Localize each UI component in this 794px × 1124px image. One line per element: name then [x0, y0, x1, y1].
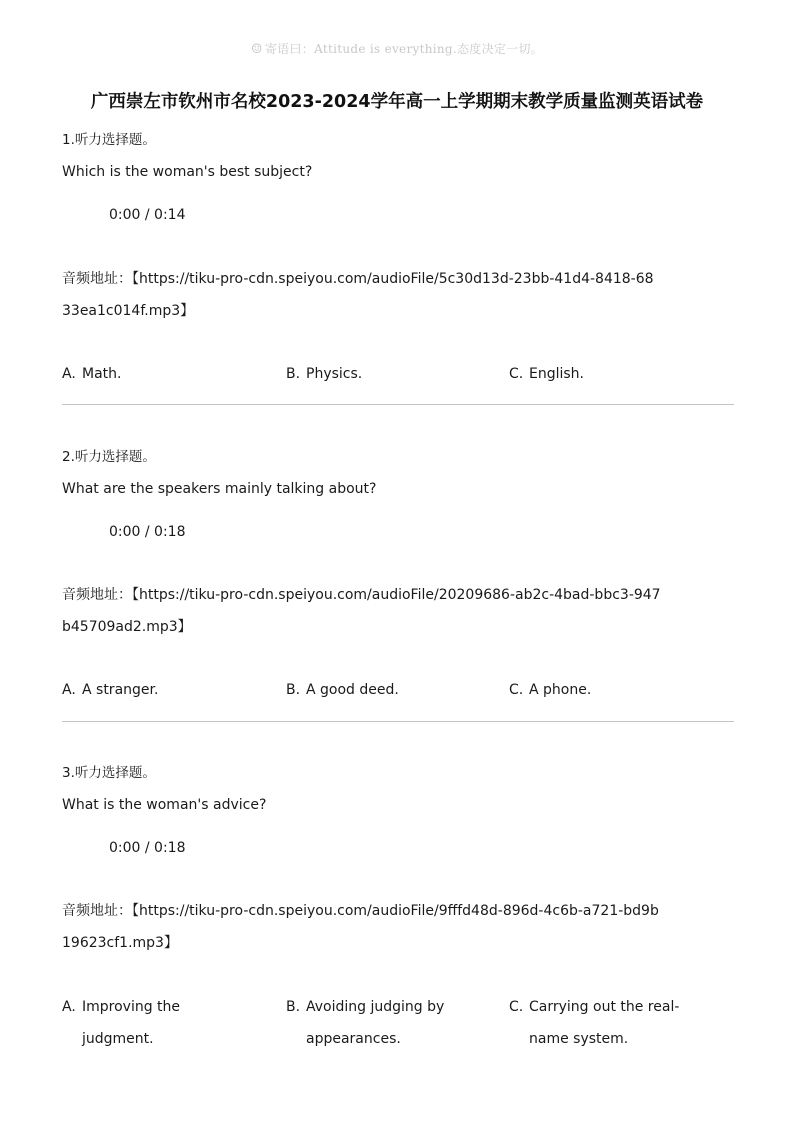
option-b[interactable]	[286, 674, 476, 706]
option-b[interactable]	[286, 991, 476, 1055]
motto-text: 寄语曰：Attitude is everything.态度决定一切。	[264, 42, 544, 56]
option-text: Improving the judgment.	[82, 999, 181, 1047]
option-letter: C.	[509, 682, 524, 698]
option-text: English.	[529, 366, 585, 382]
option-text: A good deed.	[306, 682, 399, 698]
question-text: What is the woman's advice?	[62, 797, 267, 813]
option-c[interactable]	[509, 674, 699, 706]
question-header: 2.听力选择题。	[62, 449, 156, 465]
option-c[interactable]	[509, 358, 699, 390]
option-letter: B.	[286, 999, 301, 1015]
option-letter: A.	[62, 999, 76, 1015]
option-letter: B.	[286, 682, 301, 698]
option-a[interactable]	[62, 674, 252, 706]
audio-time[interactable]: 0:00 / 0:14	[109, 207, 186, 223]
option-letter: C.	[509, 366, 524, 382]
option-text: Carrying out the real-name system.	[529, 999, 680, 1047]
audio-url[interactable]: 音频地址：【https://tiku-pro-cdn.speiyou.com/audioFile/5c30d13d-23bb-41d4-8418-6833ea1c014f.mp3】	[62, 271, 654, 319]
option-b[interactable]	[286, 358, 476, 390]
question-header: 3.听力选择题。	[62, 765, 156, 781]
smile-icon: ☺	[250, 42, 263, 57]
option-letter: A.	[62, 366, 76, 382]
option-text: Math.	[82, 366, 122, 382]
option-text: A phone.	[529, 682, 592, 698]
motto-line	[0, 40, 794, 57]
question-divider	[62, 721, 734, 722]
page-title: 广西崇左市钦州市名校2023-2024学年高一上学期期末教学质量监测英语试卷	[90, 92, 704, 112]
question-header: 1.听力选择题。	[62, 132, 156, 148]
question-divider	[62, 404, 734, 405]
audio-time[interactable]: 0:00 / 0:18	[109, 524, 186, 540]
option-a[interactable]	[62, 991, 252, 1055]
audio-time[interactable]: 0:00 / 0:18	[109, 840, 186, 856]
audio-url[interactable]: 音频地址：【https://tiku-pro-cdn.speiyou.com/audioFile/20209686-ab2c-4bad-bbc3-947b45709ad2.mp3】	[62, 587, 661, 635]
option-a[interactable]	[62, 358, 252, 390]
option-letter: C.	[509, 999, 524, 1015]
option-text: Avoiding judging by appearances.	[306, 999, 445, 1047]
option-c[interactable]	[509, 991, 699, 1055]
option-text: A stranger.	[82, 682, 159, 698]
audio-url[interactable]: 音频地址：【https://tiku-pro-cdn.speiyou.com/audioFile/9fffd48d-896d-4c6b-a721-bd9b19623cf1.mp3】	[62, 903, 659, 951]
option-text: Physics.	[306, 366, 363, 382]
question-text: What are the speakers mainly talking about?	[62, 481, 377, 497]
question-text: Which is the woman's best subject?	[62, 164, 313, 180]
option-letter: B.	[286, 366, 301, 382]
option-letter: A.	[62, 682, 76, 698]
